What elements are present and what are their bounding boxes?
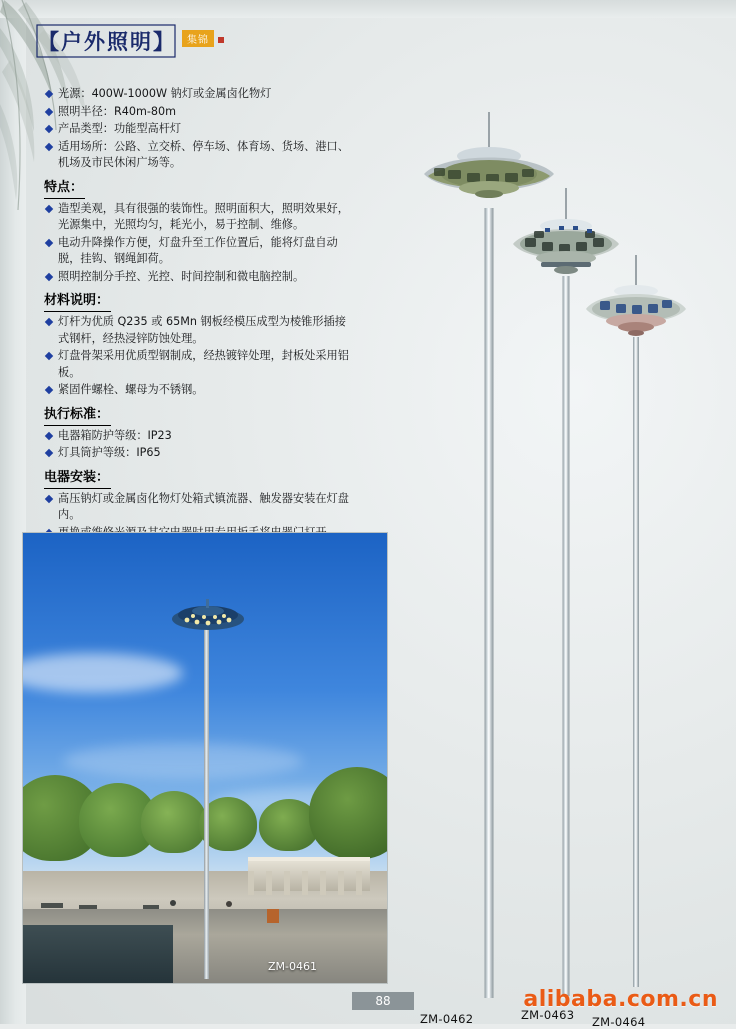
- feature-item: 照明控制分手控、光控、时间控制和微电脑控制。: [44, 269, 356, 286]
- standard-item: 灯具筒护等级：IP65: [44, 445, 356, 462]
- section-title-features: 特点：: [44, 178, 85, 199]
- feature-item: 造型美观，具有很强的装饰性。照明面积大，照明效果好，光源集中，光照均匀，耗光小，易于控制、维修。: [44, 201, 356, 234]
- section-title-standards: 执行标准：: [44, 405, 111, 426]
- electrical-item: 高压钠灯或金属卤化物灯处箱式镇流器、触发器安装在灯盘内。: [44, 491, 356, 524]
- photo-product-code: ZM-0461: [268, 960, 317, 973]
- cloud: [22, 653, 183, 693]
- product-code: ZM-0462: [420, 1012, 474, 1026]
- tree: [141, 791, 207, 853]
- pole-mast: [633, 337, 639, 987]
- header-badge: 集锦: [182, 30, 214, 47]
- spec-item: 照明半径：R40m-80m: [44, 104, 356, 121]
- section-title-materials: 材料说明：: [44, 291, 111, 312]
- pole-lamp-head: [574, 255, 698, 351]
- page-number: 88: [352, 992, 414, 1010]
- product-photo-main: [22, 532, 388, 984]
- standard-item: 电器箱防护等级：IP23: [44, 428, 356, 445]
- page-title: 【户外照明】: [38, 30, 176, 54]
- feature-item: 电动升降操作方便，灯盘升至工作位置后，能将灯盘自动脱，挂钩、钢绳卸荷。: [44, 235, 356, 268]
- tree: [309, 767, 388, 859]
- section-title-electrical: 电器安装：: [44, 468, 111, 489]
- product-code: ZM-0463: [521, 1008, 575, 1022]
- title-bracket-frame: [36, 24, 176, 58]
- spec-item: 适用场所：公路、立交桥、停车场、体育场、货场、港口、机场及市民休闲广场等。: [44, 139, 356, 172]
- spec-item: 光源：400W-1000W 钠灯或金属卤化物灯: [44, 86, 356, 103]
- photo-lamp-pole: [204, 629, 209, 979]
- pole-mast: [563, 276, 570, 996]
- spec-item: 产品类型：功能型高杆灯: [44, 121, 356, 138]
- alibaba-watermark: alibaba.com.cn: [523, 987, 718, 1012]
- material-item: 灯杆为优质 Q235 或 65Mn 钢板经模压成型为棱锥形插接式钢杆，经热浸锌防蚀处理。: [44, 314, 356, 347]
- material-item: 灯盘骨架采用优质型钢制成，经热镀锌处理，封板处采用铝板。: [44, 348, 356, 381]
- product-code: ZM-0464: [592, 1015, 646, 1029]
- header-square-mark: [218, 37, 224, 43]
- material-item: 紧固件螺栓、螺母为不锈钢。: [44, 382, 356, 399]
- pole-mast: [485, 208, 494, 998]
- reflecting-pool: [23, 925, 173, 983]
- photo-lamp-head: [171, 599, 245, 633]
